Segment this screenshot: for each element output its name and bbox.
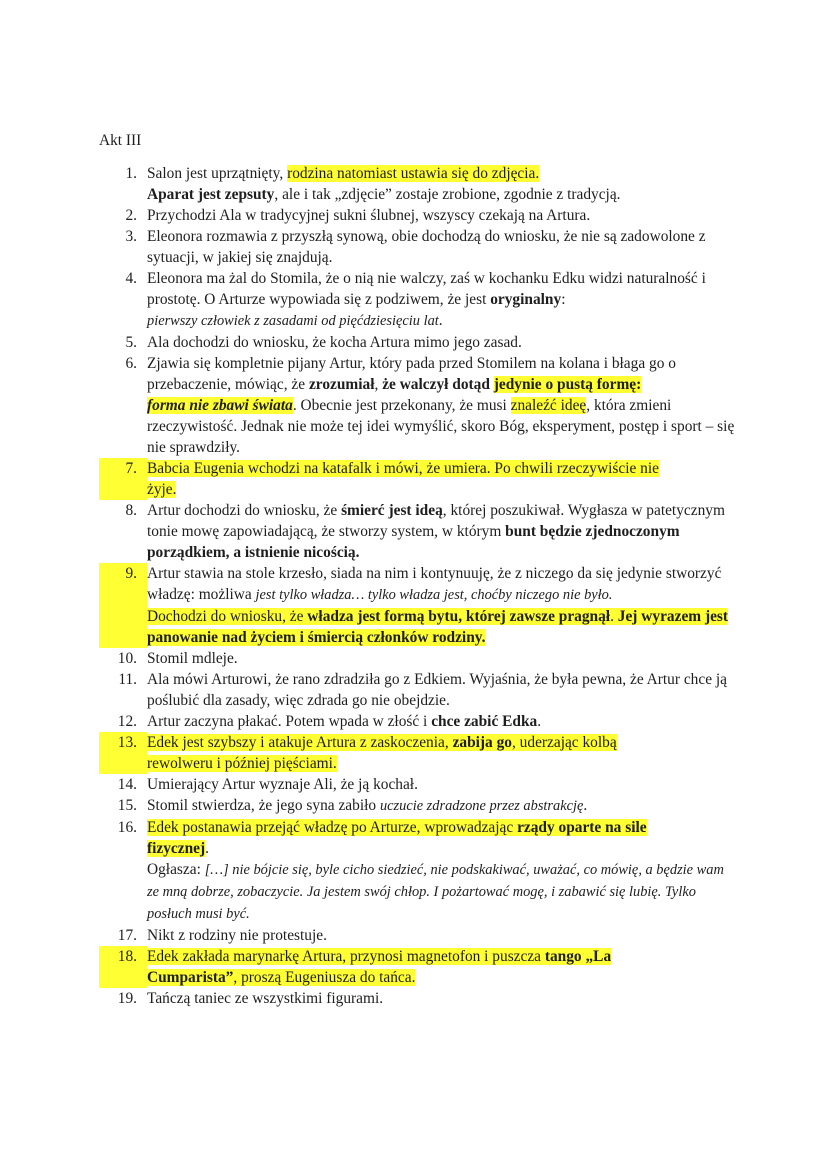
list-item [99,500,739,563]
item-number: 14. [117,776,137,793]
numbered-list [99,163,739,1009]
item-number: 2. [125,207,137,224]
list-item [99,795,739,817]
item-number: 10. [117,650,137,667]
list-item [99,711,739,732]
item-text: Artur dochodzi do wniosku, że śmierć jest ideą, której poszukiwał. Wygłasza w patetycznym tonie mowę zapowiadającą, że stworzy system, w którym bunt będzie zjednoczonym porządkiem, a istnienie nicością. [147,502,725,561]
item-text: Przychodzi Ala w tradycyjnej sukni ślubnej, wszyscy czekają na Artura. [147,207,591,224]
item-text: Artur zaczyna płakać. Potem wpada w złość i chce zabić Edka. [147,713,542,730]
item-text: Nikt z rodziny nie protestuje. [147,927,327,944]
list-item [99,774,739,795]
list-item [99,205,739,226]
item-number: 12. [117,713,137,730]
item-number: 5. [125,334,137,351]
list-item [99,817,739,925]
item-text: Eleonora ma żal do Stomila, że o nią nie walczy, zaś w kochanku Edku widzi naturalność i prostotę. O Arturze wypowiada się z podziwem, że jest oryginalny: pierwszy człowiek z zasadami od pięćdziesięciu lat. [147,270,706,329]
item-text: Ala dochodzi do wniosku, że kocha Artura mimo jego zasad. [147,334,522,351]
item-number: 1. [125,165,137,182]
list-item [99,268,739,332]
list-item [99,669,739,711]
item-number: 6. [125,355,137,372]
item-number: 11. [118,671,137,688]
item-text: Edek zakłada marynarkę Artura, przynosi magnetofon i puszcza tango „La Cumparista”, proszą Eugeniusza do tańca. [147,948,612,986]
item-text: Zjawia się kompletnie pijany Artur, który pada przed Stomilem na kolana i błaga go o przebaczenie, mówiąc, że zrozumiał, że walczył dotąd jedynie o pustą formę: forma nie zbawi świata. Obecnie jest przekonany, że musi znaleźć ideę, która zmieni rzeczywistość. Jednak nie może tej idei wymyślić, skoro Bóg, eksperyment, postęp i sport – się nie sprawdziły. [147,355,735,456]
list-item [99,988,739,1009]
item-text: Artur stawia na stole krzesło, siada na nim i kontynuuję, że z niczego da się jedynie stworzyć władzę: możliwa jest tylko władza… tylko władza jest, choćby niczego nie było. Dochodzi do wniosku, że władza jest formą bytu, której zawsze pragnął. Jej wyrazem jest panowanie nad życiem i śmiercią członków rodziny. [147,565,729,646]
item-number: 7. [99,458,147,500]
item-text: Ala mówi Arturowi, że rano zdradziła go z Edkiem. Wyjaśnia, że była pewna, że Artur chce ją poślubić dla zasady, więc zdrada go nie obejdzie. [147,671,727,709]
list-item [99,648,739,669]
list-item [99,925,739,946]
page-title: Akt III [99,132,142,149]
item-number: 9. [99,563,147,648]
item-text: Stomil stwierdza, że jego syna zabiło uczucie zdradzone przez abstrakcję. [147,797,588,814]
item-text: Salon jest uprzątnięty, rodzina natomiast ustawia się do zdjęcia. Aparat jest zepsuty, ale i tak „zdjęcie” zostaje zrobione, zgodnie z tradycją. [147,165,621,203]
list-item [99,946,739,988]
list-item [99,563,739,648]
list-item [99,226,739,268]
item-text: Stomil mdleje. [147,650,238,667]
item-text: Babcia Eugenia wchodzi na katafalk i mówi, że umiera. Po chwili rzeczywiście nie żyje. [147,460,659,498]
item-text: Tańczą taniec ze wszystkimi figurami. [147,990,384,1007]
item-number: 15. [117,797,137,814]
item-text: Edek jest szybszy i atakuje Artura z zaskoczenia, zabija go, uderzając kolbą rewolweru i później pięściami. [147,734,617,772]
list-item [99,332,739,353]
item-number: 16. [117,819,137,836]
item-number: 19. [117,990,137,1007]
list-item [99,458,739,500]
item-text: Eleonora rozmawia z przyszłą synową, obie dochodzą do wniosku, że nie są zadowolone z sytuacji, w jakiej się znajdują. [147,228,706,266]
item-text: Umierający Artur wyznaje Ali, że ją kochał. [147,776,418,793]
item-number: 18. [99,946,147,988]
item-text: Edek postanawia przejąć władzę po Arturze, wprowadzając rządy oparte na sile fizycznej. Ogłasza: […] nie bójcie się, byle cicho siedzieć, nie podskakiwać, uważać, co mówię, a będzie wam ze mną dobrze, zobaczycie. Ja jestem swój chłop. I pożartować mogę, i zabawić się lubię. Tylko posłuch musi być. [147,819,724,922]
item-number: 3. [125,228,137,245]
item-number: 4. [125,270,137,287]
list-item [99,353,739,458]
item-number: 8. [125,502,137,519]
item-number: 13. [99,732,147,774]
list-item [99,732,739,774]
item-number: 17. [117,927,137,944]
list-item [99,163,739,205]
